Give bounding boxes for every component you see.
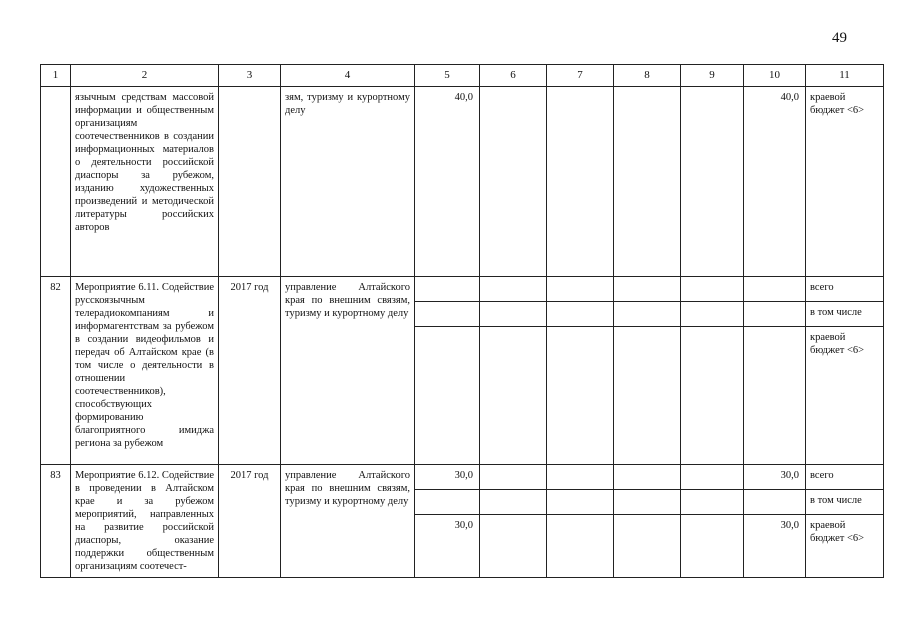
amount-col10: [744, 302, 806, 327]
header-cell: 11: [806, 65, 884, 87]
amount-col6: [480, 465, 547, 490]
header-cell: 7: [547, 65, 614, 87]
amount-col10: [744, 490, 806, 515]
amount-col5: [415, 277, 480, 302]
header-cell: 10: [744, 65, 806, 87]
amount-col6: [480, 515, 547, 578]
header-cell: 2: [71, 65, 219, 87]
measure-description: Мероприятие 6.11. Содействие русскоязычным телерадиокомпаниям и информагентствам за рубежом в создании видеофильмов и передач об Алтайском крае (в том числе о деятельности в отношении соотечественников), способствующих формированию благоприятного имиджа региона за рубежом: [71, 277, 219, 465]
amount-col8: [614, 87, 681, 277]
period-cell: 2017 год: [219, 277, 281, 465]
amount-col5: [415, 327, 480, 465]
header-cell: 8: [614, 65, 681, 87]
amount-col6: [480, 277, 547, 302]
header-cell: 3: [219, 65, 281, 87]
executor-cell: управление Алтайского края по внешним связям, туризму и курортному делу: [281, 277, 415, 465]
amount-col7: [547, 277, 614, 302]
amount-col10: 30,0: [744, 465, 806, 490]
amount-col8: [614, 490, 681, 515]
funding-source: всего: [806, 277, 884, 302]
amount-col6: [480, 87, 547, 277]
amount-col7: [547, 465, 614, 490]
amount-col8: [614, 327, 681, 465]
amount-col10: [744, 277, 806, 302]
amount-col5: [415, 490, 480, 515]
header-cell: 1: [41, 65, 71, 87]
amount-col9: [681, 302, 744, 327]
header-cell: 4: [281, 65, 415, 87]
amount-col9: [681, 277, 744, 302]
amount-col10: 30,0: [744, 515, 806, 578]
amount-col9: [681, 515, 744, 578]
amount-col5: 40,0: [415, 87, 480, 277]
amount-col9: [681, 327, 744, 465]
funding-source: краевой бюджет <6>: [806, 515, 884, 578]
program-table: [40, 64, 884, 578]
row-number-cell: 82: [41, 277, 71, 465]
table-row-continuation: [41, 87, 884, 277]
header-row: [41, 65, 884, 87]
amount-col8: [614, 302, 681, 327]
funding-source: в том числе: [806, 490, 884, 515]
header-cell: 5: [415, 65, 480, 87]
amount-col10: 40,0: [744, 87, 806, 277]
amount-col9: [681, 490, 744, 515]
header-cell: 9: [681, 65, 744, 87]
funding-source: в том числе: [806, 302, 884, 327]
table-row-83: [41, 465, 884, 490]
period-cell: [219, 87, 281, 277]
page-number: 49: [832, 30, 847, 46]
amount-col7: [547, 302, 614, 327]
amount-col7: [547, 515, 614, 578]
amount-col6: [480, 302, 547, 327]
amount-col8: [614, 277, 681, 302]
period-cell: 2017 год: [219, 465, 281, 578]
executor-cell: управление Алтайского края по внешним связям, туризму и курортному делу: [281, 465, 415, 578]
amount-col9: [681, 465, 744, 490]
funding-source: всего: [806, 465, 884, 490]
amount-col7: [547, 490, 614, 515]
amount-col5: 30,0: [415, 465, 480, 490]
funding-source: краевой бюджет <6>: [806, 87, 884, 277]
amount-col8: [614, 515, 681, 578]
executor-cell: зям, туризму и курортному делу: [281, 87, 415, 277]
row-number-cell: 83: [41, 465, 71, 578]
table-row-82: [41, 277, 884, 302]
funding-source: краевой бюджет <6>: [806, 327, 884, 465]
amount-col10: [744, 327, 806, 465]
measure-description: Мероприятие 6.12. Содействие в проведении в Алтайском крае и за рубежом мероприятий, направленных на развитие российской диаспоры, оказание поддержки общественным организациям соотечест-: [71, 465, 219, 578]
amount-col5: 30,0: [415, 515, 480, 578]
measure-description: язычным средствам массовой информации и общественным организациям соотечественников в создании информационных материалов о деятельности российской диаспоры за рубежом, изданию художественных произведений и методической литературы российских авторов: [71, 87, 219, 277]
header-cell: 6: [480, 65, 547, 87]
amount-col6: [480, 327, 547, 465]
amount-col9: [681, 87, 744, 277]
amount-col8: [614, 465, 681, 490]
amount-col7: [547, 87, 614, 277]
row-number-cell: [41, 87, 71, 277]
amount-col6: [480, 490, 547, 515]
amount-col7: [547, 327, 614, 465]
amount-col5: [415, 302, 480, 327]
